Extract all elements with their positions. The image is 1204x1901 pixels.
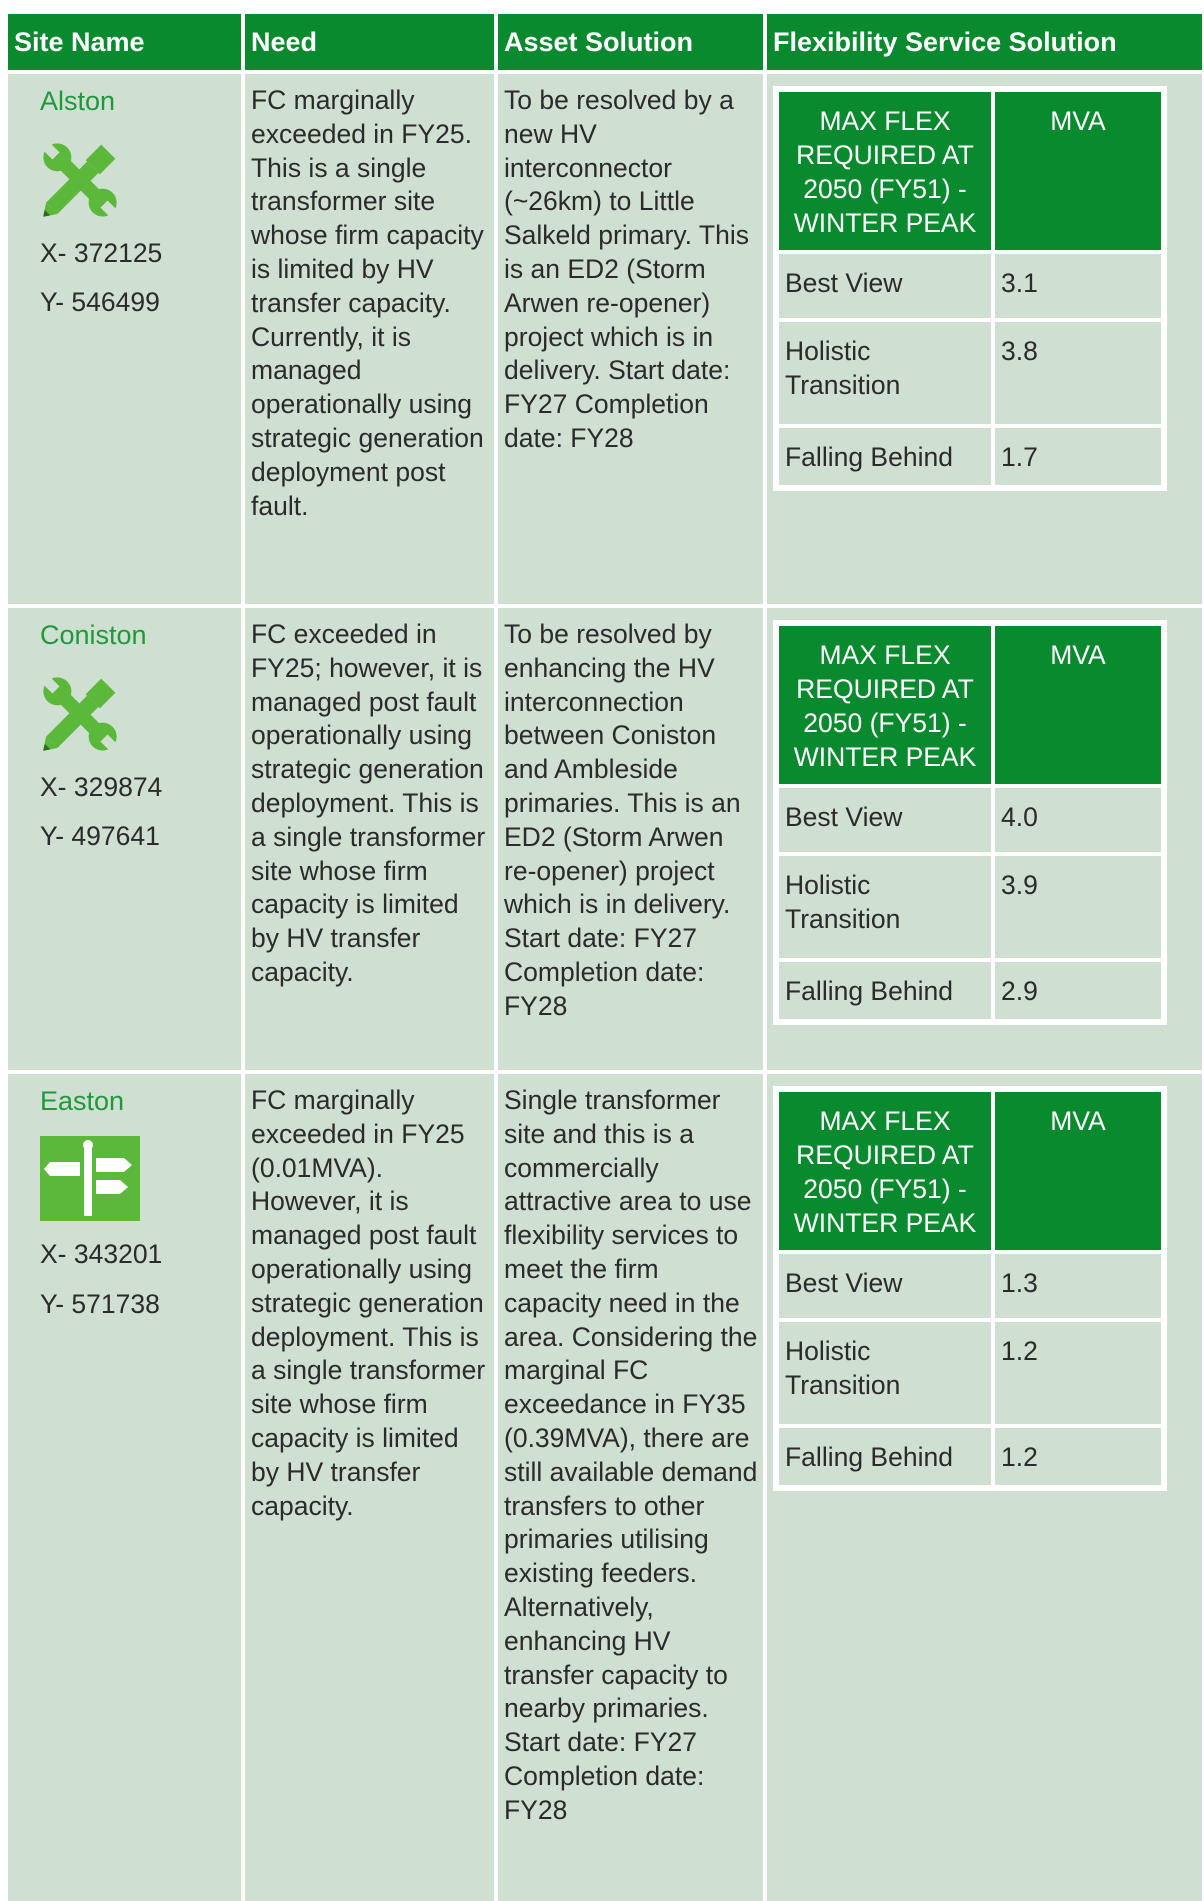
- flex-table: [773, 86, 1167, 491]
- site-cell-alston: [8, 74, 241, 604]
- need-cell-easton: [245, 1074, 494, 1901]
- need-text: FC exceeded in FY25; however, it is managed post fault operationally using strategic generation deployment. This is a single transformer site whose firm capacity is limited by HV transfer capacity.: [251, 619, 486, 987]
- asset-solution-text: To be resolved by enhancing the HV interconnection between Coniston and Ambleside primaries. This is an ED2 (Storm Arwen re-opener) project which is in delivery. Start date: FY27 Completion date: FY28: [504, 619, 741, 1021]
- flex-table: [773, 1086, 1167, 1491]
- flex-label: Falling Behind: [779, 1428, 991, 1485]
- flex-header-unit: MVA: [995, 1092, 1161, 1250]
- header-site-name: Site Name: [8, 14, 241, 70]
- header-asset-solution: Asset Solution: [498, 14, 763, 70]
- flex-value: 4.0: [995, 788, 1161, 852]
- flex-value: 1.7: [995, 428, 1161, 485]
- flex-value: 3.8: [995, 322, 1161, 424]
- flex-label: Holistic Transition: [779, 1322, 991, 1424]
- y-coordinate: Y- 571738: [40, 1289, 160, 1319]
- signpost-icon: [40, 1136, 140, 1221]
- flex-label: Best View: [779, 254, 991, 318]
- header-flex-solution: Flexibility Service Solution: [767, 14, 1202, 70]
- need-text: FC marginally exceeded in FY25 (0.01MVA). However, it is managed post fault operationally using strategic generation deployment. This is a single transformer site whose firm capacity is limited by HV transfer capacity.: [251, 1085, 486, 1521]
- flex-value: 1.2: [995, 1428, 1161, 1485]
- need-text: FC marginally exceeded in FY25. This is a single transformer site whose firm capacity is limited by HV transfer capacity. Currently, it is managed operationally using strategic generation deployment post fault.: [251, 85, 484, 521]
- flex-value: 2.9: [995, 962, 1161, 1019]
- need-cell-alston: [245, 74, 494, 604]
- site-name: Easton: [40, 1086, 125, 1116]
- flex-value: 3.1: [995, 254, 1161, 318]
- flex-label: Falling Behind: [779, 428, 991, 485]
- flex-header-unit: MVA: [995, 92, 1161, 250]
- y-coordinate: Y- 546499: [40, 287, 160, 317]
- need-cell-coniston: [245, 608, 494, 1070]
- flex-cell-easton: [767, 1074, 1202, 1901]
- site-cell-coniston: [8, 608, 241, 1070]
- flex-table: [773, 620, 1167, 1025]
- asset-solution-text: Single transformer site and this is a commercially attractive area to use flexibility services to meet the firm capacity need in the area. Considering the marginal FC exceedance in FY35 (0.39MVA), there are still available demand transfers to other primaries utilising existing feeders. Alternatively, enhancing HV transfer capacity to nearby primaries. Start date: FY27 Completion date: FY28: [504, 1085, 758, 1825]
- site-cell-easton: [8, 1074, 241, 1901]
- flex-header-label: MAX FLEX REQUIRED AT 2050 (FY51) - WINTER PEAK: [779, 1092, 991, 1250]
- site-name: Alston: [40, 86, 116, 116]
- flex-label: Holistic Transition: [779, 322, 991, 424]
- header-need: Need: [245, 14, 494, 70]
- flex-value: 1.2: [995, 1322, 1161, 1424]
- tools-icon: [40, 668, 140, 753]
- flex-cell-alston: [767, 74, 1202, 604]
- site-name: Coniston: [40, 620, 147, 650]
- flex-value: 1.3: [995, 1254, 1161, 1318]
- tools-icon: [40, 134, 140, 219]
- flex-cell-coniston: [767, 608, 1202, 1070]
- asset-cell-coniston: [498, 608, 763, 1070]
- flex-header-label: MAX FLEX REQUIRED AT 2050 (FY51) - WINTER PEAK: [779, 92, 991, 250]
- asset-solution-text: To be resolved by a new HV interconnector (~26km) to Little Salkeld primary. This is an ED2 (Storm Arwen re-opener) project which is in delivery. Start date: FY27 Completion date: FY28: [504, 85, 749, 453]
- x-coordinate: X- 329874: [40, 772, 163, 802]
- flex-label: Best View: [779, 788, 991, 852]
- flex-label: Holistic Transition: [779, 856, 991, 958]
- flex-label: Falling Behind: [779, 962, 991, 1019]
- flex-value: 3.9: [995, 856, 1161, 958]
- flex-label: Best View: [779, 1254, 991, 1318]
- flex-header-label: MAX FLEX REQUIRED AT 2050 (FY51) - WINTER PEAK: [779, 626, 991, 784]
- y-coordinate: Y- 497641: [40, 821, 160, 851]
- x-coordinate: X- 372125: [40, 238, 163, 268]
- asset-cell-alston: [498, 74, 763, 604]
- x-coordinate: X- 343201: [40, 1239, 163, 1269]
- asset-cell-easton: [498, 1074, 763, 1901]
- flex-header-unit: MVA: [995, 626, 1161, 784]
